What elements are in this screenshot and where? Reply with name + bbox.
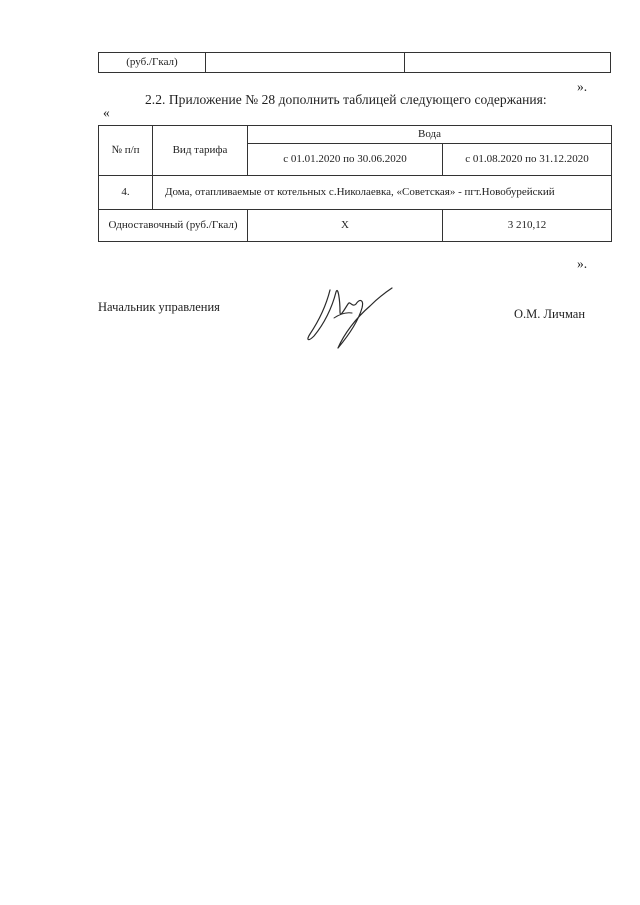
tariff-table bbox=[98, 125, 612, 242]
signatory-position: Начальник управления bbox=[98, 300, 220, 314]
top-table-cell-3 bbox=[405, 53, 611, 73]
handwritten-signature bbox=[300, 278, 400, 353]
signatory-name: О.М. Личман bbox=[514, 307, 586, 321]
header-period-2: с 01.08.2020 по 31.12.2020 bbox=[443, 144, 612, 176]
tariff-type-cell: Одноставочный (руб./Гкал) bbox=[99, 210, 248, 242]
top-table-cell-2 bbox=[206, 53, 405, 73]
appendix-paragraph: 2.2. Приложение № 28 дополнить таблицей следующего содержания: bbox=[145, 92, 547, 107]
header-water: Вода bbox=[248, 126, 612, 144]
row-number: 4. bbox=[99, 176, 153, 210]
row-title: Дома, отапливаемые от котельных с.Николаевка, «Советская» - пгт.Новобурейский bbox=[153, 176, 612, 210]
opening-quote: « bbox=[103, 105, 110, 120]
value-period-2: 3 210,12 bbox=[443, 210, 612, 242]
value-period-1: Х bbox=[248, 210, 443, 242]
closing-quote-top: ». bbox=[577, 79, 588, 94]
closing-quote-bottom: ». bbox=[577, 256, 588, 271]
top-table-unit-cell: (руб./Гкал) bbox=[99, 53, 206, 73]
header-period-1: с 01.01.2020 по 30.06.2020 bbox=[248, 144, 443, 176]
header-tariff-type: Вид тарифа bbox=[153, 126, 248, 176]
top-table-fragment bbox=[98, 52, 611, 73]
header-number: № п/п bbox=[99, 126, 153, 176]
